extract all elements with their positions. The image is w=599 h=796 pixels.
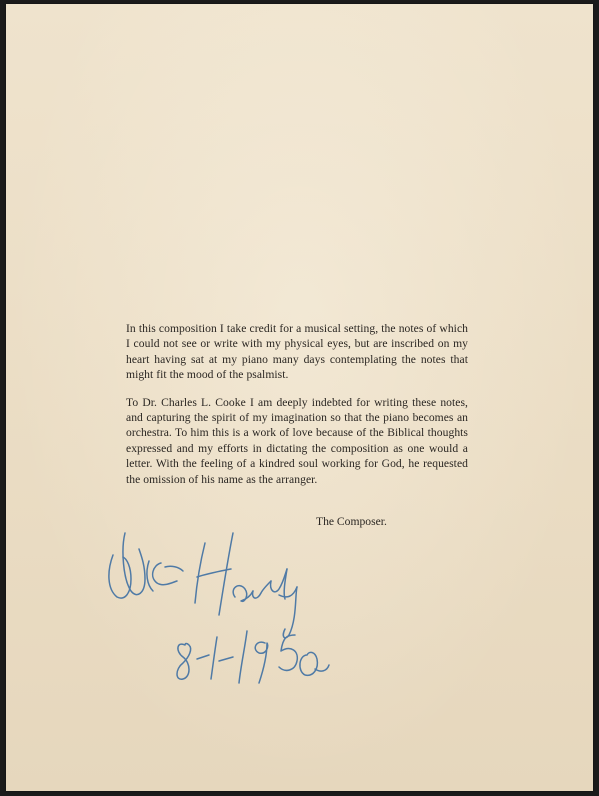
handwritten-signature-image	[101, 519, 391, 699]
paragraph-2: To Dr. Charles L. Cooke I am deeply indebted for writing these notes, and capturing the spirit of my imagination so that the piano becomes an orchestra. To him this is a work of love because of the Biblical thoughts expressed and my efforts in dictating the composition as one would a letter. With the feeling of a kindred soul working for God, he requested the omission of his name as the arranger.	[126, 395, 468, 486]
document-page	[6, 4, 593, 791]
body-text	[126, 321, 468, 499]
closing-line: The Composer.	[316, 515, 387, 528]
paragraph-1: In this composition I take credit for a musical setting, the notes of which I could not see or write with my physical eyes, but are inscribed on my heart having sat at my piano many days contemplating the notes that might fit the mood of the psalmist.	[126, 322, 468, 382]
